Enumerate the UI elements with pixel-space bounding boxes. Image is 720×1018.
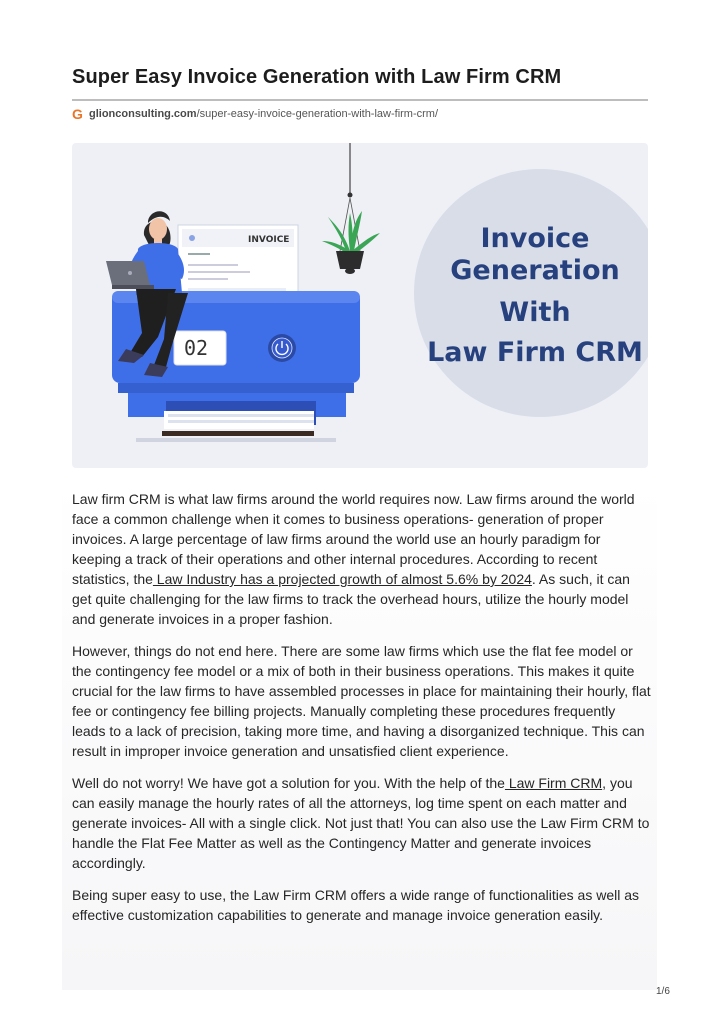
paragraph-1-text-start: Law firm CRM is what law firms around the world requires now. Law firms around the world face a common challenge when it comes to business operations- generation of proper invoices. A large percentage of law firms around the world use an hourly paradigm for keeping a track of their operations and other internal procedures. According to recent statistics, the xyxy=(72,491,635,587)
paragraph-1 xyxy=(72,489,652,629)
paragraph-1-text-end: . As such, it can get quite challenging for the law firms to track the overhead hours, utilize the hourly model and generate invoices in a proper fashion. xyxy=(72,571,630,627)
paragraph-3-text-start: Well do not worry! We have got a solution for you. With the help of the xyxy=(72,775,505,791)
title-divider xyxy=(72,99,648,101)
invoice-label: INVOICE xyxy=(248,235,290,245)
hero-heading-line-1: Invoice xyxy=(480,223,590,254)
source-path[interactable]: /super-easy-invoice-generation-with-law-firm-crm/ xyxy=(196,108,439,120)
plant-leaves xyxy=(322,211,380,253)
page-title: Super Easy Invoice Generation with Law Firm CRM xyxy=(72,66,562,88)
hero-heading-line-3: With xyxy=(499,297,571,328)
source-url[interactable] xyxy=(72,107,438,121)
plant-pot xyxy=(336,251,364,269)
law-firm-crm-link[interactable]: Law Firm CRM xyxy=(504,775,603,791)
law-industry-growth-link[interactable]: Law Industry has a projected growth of almost 5.6% by 2024 xyxy=(152,571,532,587)
hero-svg xyxy=(72,143,648,468)
power-button-icon xyxy=(268,334,296,362)
glion-g-logo-icon: G xyxy=(72,106,83,122)
plant-hook xyxy=(348,193,353,198)
counter-display xyxy=(174,331,226,365)
page-number: 1/6 xyxy=(656,986,670,997)
source-domain[interactable]: glionconsulting.com xyxy=(89,108,197,120)
article-body xyxy=(72,489,652,937)
paragraph-2: However, things do not end here. There are some law firms which use the flat fee model or the contingency fee model or a mix of both in their business operations. This makes it quite crucial for the law firms to have assembled processes in place for maintaining their hourly, flat fee or contingency fee billing projects. Manually completing these procedures frequently leads to a lack of precision, taking more time, and having a disorganized technique. This can result in improper invoice generation and unsatisfied client experience. xyxy=(72,643,651,759)
hero-heading-line-2: Generation xyxy=(450,255,620,286)
hero-heading-line-4: Law Firm CRM xyxy=(427,337,643,368)
hero-illustration xyxy=(72,143,648,468)
counter-value: 02 xyxy=(184,336,209,360)
paragraph-3-text-end: , you can easily manage the hourly rates of all the attorneys, log time spent on each matter and generate invoices- All with a single click. Not just that! You can also use the Law Firm CRM to handle the Flat Fee Matter as well as the Contingency Matter and generate invoices accordingly. xyxy=(72,775,650,871)
hero-blob xyxy=(414,169,648,417)
paragraph-4: Being super easy to use, the Law Firm CRM offers a wide range of functionalities as well as effective customization capabilities to generate and manage invoice generation easily. xyxy=(72,887,640,923)
paragraph-3 xyxy=(72,773,652,873)
